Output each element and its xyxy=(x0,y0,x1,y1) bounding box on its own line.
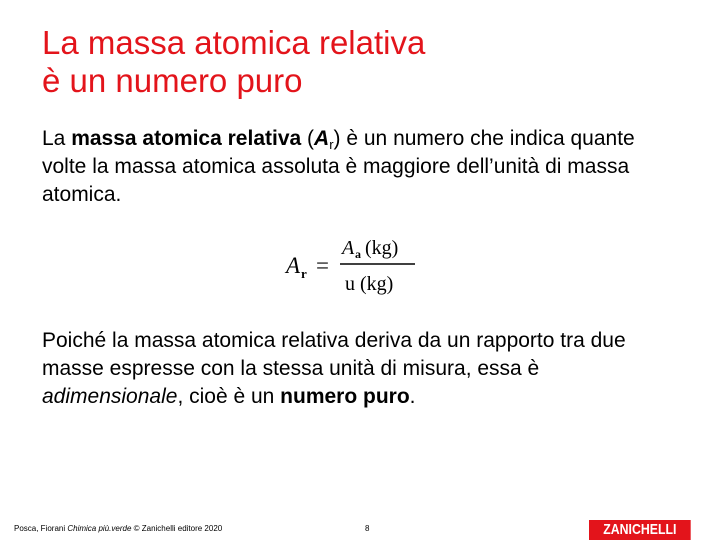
footer-publisher: © Zanichelli editore 2020 xyxy=(131,524,223,533)
footer-book: Chimica più.verde xyxy=(67,524,132,533)
formula-den: u (kg) xyxy=(345,273,394,295)
relative-mass-formula xyxy=(283,234,423,298)
explanation-italic: adimensionale xyxy=(42,385,178,408)
paren-open: ( xyxy=(301,127,315,150)
slide-title xyxy=(42,24,682,100)
formula-equals: = xyxy=(316,253,329,278)
formula-num-sub: a xyxy=(355,247,361,261)
explanation-text-2: , cioè è un xyxy=(177,385,281,408)
explanation-paragraph xyxy=(42,327,682,411)
definition-paragraph xyxy=(42,125,682,209)
explanation-text-3: . xyxy=(409,385,416,408)
formula-lhs-sub: r xyxy=(301,266,307,281)
text-intro: La xyxy=(42,127,72,150)
title-line-2: è un numero puro xyxy=(42,62,303,99)
formula-num-main: A xyxy=(342,237,355,259)
publisher-logo xyxy=(589,520,691,540)
page-number: 8 xyxy=(365,524,370,533)
formula-lhs-main: A xyxy=(286,253,301,278)
formula-num-unit: (kg) xyxy=(365,237,399,259)
term-bold: massa atomica relativa xyxy=(71,127,302,150)
title-line-1: La massa atomica relativa xyxy=(42,24,426,61)
text-rest: ) è un numero che indica quante volte la massa atomica assoluta è maggiore dell’unità di massa atomica. xyxy=(42,127,635,206)
explanation-bold: numero puro xyxy=(280,385,410,408)
symbol-sub: r xyxy=(329,137,334,152)
footer-credits xyxy=(14,524,222,533)
symbol-main: A xyxy=(314,127,330,150)
logo-text: ZANICHELLI xyxy=(603,521,677,538)
footer-authors: Posca, Fiorani xyxy=(14,524,68,533)
explanation-text-1: Poiché la massa atomica relativa deriva da un rapporto tra due masse espresse con la stessa unità di misura, essa è xyxy=(42,329,626,380)
